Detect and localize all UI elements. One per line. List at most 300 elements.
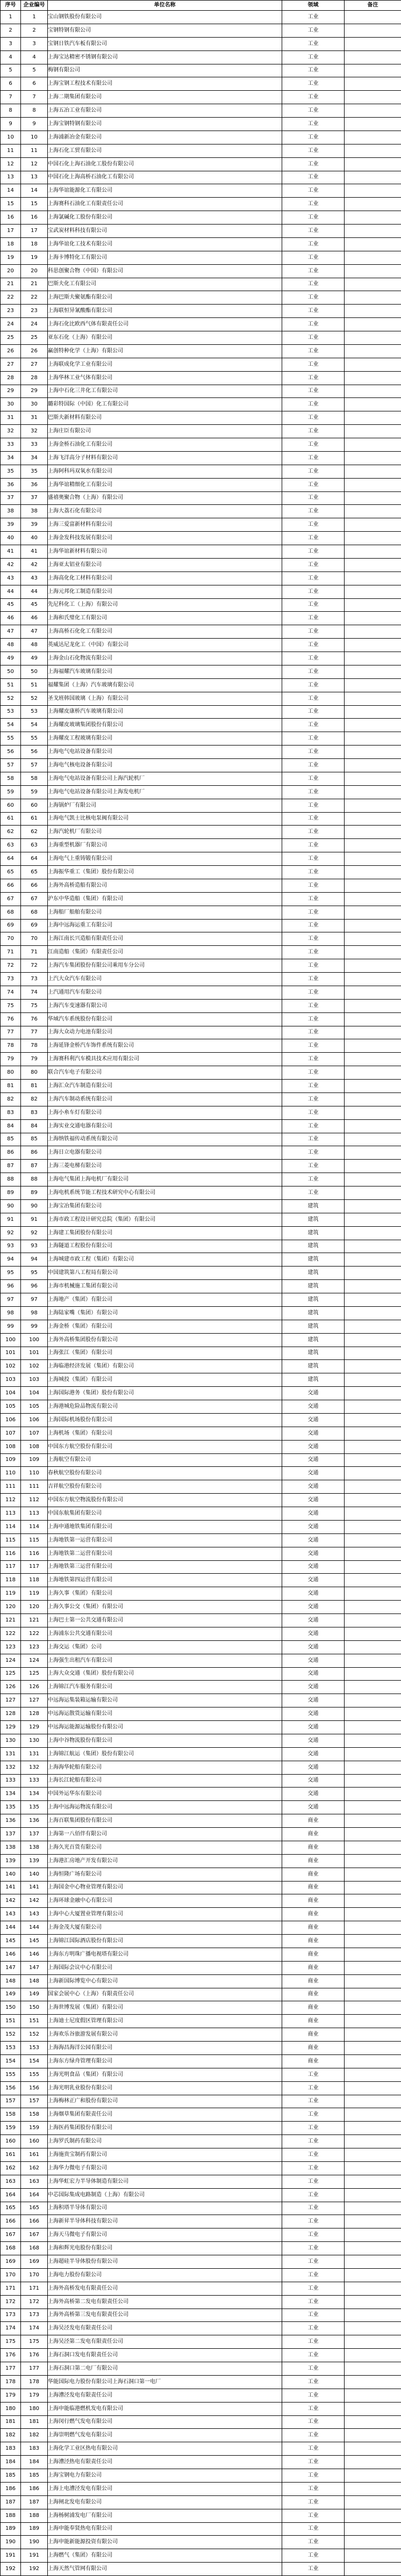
cell-name: 上海临港经济发展（集团）有限公司: [48, 1360, 282, 1373]
cell-index: 162: [1, 2161, 21, 2175]
cell-sector: 工业: [282, 598, 345, 612]
cell-name: 上海振华重工（集团）股份有限公司: [48, 866, 282, 879]
cell-name: 上海城建市政工程（集团）有限公司: [48, 1253, 282, 1267]
cell-index: 186: [1, 2482, 21, 2495]
cell-index: 71: [1, 946, 21, 959]
cell-note: [345, 1974, 401, 1988]
cell-index: 137: [1, 1828, 21, 1841]
cell-note: [345, 826, 401, 839]
cell-index: 108: [1, 1440, 21, 1453]
table-row: [1, 2188, 401, 2202]
cell-code: 16: [21, 211, 48, 225]
cell-name: 上海迪士尼度假区管理有限公司: [48, 2015, 282, 2028]
cell-note: [345, 1146, 401, 1160]
cell-sector: 商业: [282, 1921, 345, 1935]
cell-index: 32: [1, 425, 21, 438]
cell-note: [345, 932, 401, 946]
cell-sector: 工业: [282, 237, 345, 251]
cell-code: 128: [21, 1707, 48, 1721]
cell-note: [345, 1560, 401, 1574]
cell-code: 26: [21, 344, 48, 358]
cell-sector: 工业: [282, 451, 345, 465]
cell-name: 英威达尼龙化工（中国）有限公司: [48, 639, 282, 652]
cell-index: 120: [1, 1601, 21, 1614]
cell-code: 150: [21, 2001, 48, 2015]
cell-index: 22: [1, 291, 21, 305]
cell-code: 167: [21, 2228, 48, 2242]
cell-code: 21: [21, 278, 48, 291]
cell-note: [345, 505, 401, 518]
cell-name: 上海国金中心物业管理有限公司: [48, 1881, 282, 1894]
table-row: [1, 1306, 401, 1320]
cell-note: [345, 759, 401, 772]
cell-index: 184: [1, 2456, 21, 2469]
table-row: [1, 2282, 401, 2295]
cell-sector: 交通: [282, 1494, 345, 1507]
cell-code: 116: [21, 1547, 48, 1560]
cell-index: 41: [1, 545, 21, 559]
cell-code: 9: [21, 118, 48, 131]
cell-sector: 交通: [282, 1400, 345, 1414]
cell-index: 75: [1, 999, 21, 1012]
cell-index: 42: [1, 558, 21, 571]
cell-index: 1: [1, 11, 21, 24]
cell-name: 巴斯夫化工有限公司: [48, 278, 282, 291]
cell-name: 上海华谊化工技术有限公司: [48, 237, 282, 251]
cell-sector: 建筑: [282, 1213, 345, 1226]
cell-name: 上海重型机器厂有限公司: [48, 839, 282, 852]
table-row: [1, 1080, 401, 1093]
cell-code: 140: [21, 1868, 48, 1881]
cell-note: [345, 144, 401, 157]
cell-code: 160: [21, 2135, 48, 2148]
cell-name: 梅钢有限公司: [48, 64, 282, 77]
cell-sector: 工业: [282, 225, 345, 238]
table-row: [1, 425, 401, 438]
cell-index: 185: [1, 2469, 21, 2483]
cell-code: 35: [21, 465, 48, 478]
cell-code: 155: [21, 2068, 48, 2081]
cell-note: [345, 665, 401, 678]
cell-name: 科思创聚合物（中国）有限公司: [48, 264, 282, 278]
cell-name: 中远海运能源运输股份有限公司: [48, 1721, 282, 1734]
table-row: [1, 639, 401, 652]
cell-index: 56: [1, 746, 21, 759]
cell-index: 145: [1, 1935, 21, 1948]
cell-index: 109: [1, 1453, 21, 1467]
table-row: [1, 11, 401, 24]
cell-code: 97: [21, 1293, 48, 1307]
table-row: [1, 1721, 401, 1734]
cell-name: 上海国际港务（集团）股份有限公司: [48, 1387, 282, 1400]
cell-index: 176: [1, 2349, 21, 2362]
table-row: [1, 278, 401, 291]
cell-code: 18: [21, 237, 48, 251]
table-row: [1, 1480, 401, 1494]
cell-name: 上海江南长兴造船有限责任公司: [48, 932, 282, 946]
cell-name: 上海华林工业气体有限公司: [48, 371, 282, 385]
cell-name: 上海海华轮船有限公司: [48, 1761, 282, 1774]
cell-name: 上海外高桥第二发电有限责任公司: [48, 2295, 282, 2309]
cell-code: 70: [21, 932, 48, 946]
cell-code: 37: [21, 491, 48, 505]
cell-index: 153: [1, 2042, 21, 2055]
cell-code: 131: [21, 1747, 48, 1761]
cell-sector: 工业: [282, 839, 345, 852]
table-row: [1, 24, 401, 37]
cell-sector: 商业: [282, 1828, 345, 1841]
cell-name: 上海崇明燃气发电有限公司: [48, 2429, 282, 2442]
cell-code: 110: [21, 1467, 48, 1480]
cell-index: 126: [1, 1681, 21, 1694]
cell-name: 上海金桥石油化工有限公司: [48, 438, 282, 452]
cell-code: 82: [21, 1092, 48, 1106]
cell-index: 39: [1, 518, 21, 532]
cell-code: 86: [21, 1146, 48, 1160]
cell-code: 146: [21, 1948, 48, 1961]
cell-sector: 交通: [282, 1560, 345, 1574]
table-row: [1, 2469, 401, 2483]
table-row: [1, 2228, 401, 2242]
cell-note: [345, 1774, 401, 1788]
cell-note: [345, 772, 401, 785]
table-row: [1, 1774, 401, 1788]
cell-sector: 工业: [282, 438, 345, 452]
cell-index: 7: [1, 91, 21, 104]
cell-index: 13: [1, 171, 21, 184]
cell-note: [345, 24, 401, 37]
cell-name: 上海耀皮工程玻璃有限公司: [48, 732, 282, 746]
cell-sector: 建筑: [282, 1226, 345, 1240]
cell-note: [345, 1039, 401, 1053]
cell-sector: 工业: [282, 879, 345, 892]
cell-code: 10: [21, 131, 48, 144]
cell-note: [345, 1333, 401, 1347]
cell-name: 华能国际电力股份有限公司上海石洞口第一电厂: [48, 2375, 282, 2389]
cell-note: [345, 2482, 401, 2495]
cell-sector: 工业: [282, 251, 345, 264]
cell-index: 177: [1, 2362, 21, 2376]
table-row: [1, 2309, 401, 2322]
cell-name: 上海和辉光电股份有限公司: [48, 2242, 282, 2255]
cell-name: 上海浦新冶金有限公司: [48, 131, 282, 144]
cell-sector: 工业: [282, 2563, 345, 2576]
table-row: [1, 211, 401, 225]
cell-note: [345, 1080, 401, 1093]
cell-note: [345, 2042, 401, 2055]
cell-sector: 工业: [282, 1160, 345, 1173]
cell-code: 127: [21, 1694, 48, 1707]
cell-index: 4: [1, 50, 21, 64]
table-row: [1, 1293, 401, 1307]
table-row: [1, 625, 401, 639]
cell-name: 上海锦江国际酒店股份有限公司: [48, 1935, 282, 1948]
cell-name: 福耀集团（上海）汽车玻璃有限公司: [48, 678, 282, 692]
cell-note: [345, 2161, 401, 2175]
cell-sector: 工业: [282, 2255, 345, 2269]
cell-index: 146: [1, 1948, 21, 1961]
cell-index: 144: [1, 1921, 21, 1935]
table-row: [1, 1066, 401, 1080]
cell-index: 90: [1, 1199, 21, 1213]
table-row: [1, 251, 401, 264]
table-row: [1, 598, 401, 612]
table-row: [1, 746, 401, 759]
table-row: [1, 1347, 401, 1360]
cell-name: 上海地铁第二运营有限公司: [48, 1547, 282, 1560]
cell-note: [345, 77, 401, 91]
table-row: [1, 2335, 401, 2349]
cell-code: 88: [21, 1173, 48, 1186]
cell-index: 111: [1, 1480, 21, 1494]
cell-name: 上海第一八佰伴有限公司: [48, 1828, 282, 1841]
cell-index: 121: [1, 1614, 21, 1627]
cell-sector: 工业: [282, 2322, 345, 2335]
cell-index: 11: [1, 144, 21, 157]
table-row: [1, 171, 401, 184]
cell-note: [345, 2322, 401, 2335]
cell-index: 51: [1, 678, 21, 692]
cell-index: 131: [1, 1747, 21, 1761]
cell-index: 65: [1, 866, 21, 879]
cell-name: 上海浦东公共交通有限公司: [48, 1627, 282, 1640]
cell-name: 上海石化比欧西气体有限责任公司: [48, 318, 282, 331]
cell-note: [345, 225, 401, 238]
table-row: [1, 585, 401, 598]
cell-name: 中远海运散货运输有限公司: [48, 1707, 282, 1721]
cell-note: [345, 1654, 401, 1667]
cell-code: 7: [21, 91, 48, 104]
table-row: [1, 1654, 401, 1667]
table-row: [1, 1533, 401, 1547]
cell-note: [345, 1921, 401, 1935]
table-row: [1, 866, 401, 879]
cell-index: 175: [1, 2335, 21, 2349]
cell-note: [345, 1814, 401, 1828]
cell-index: 54: [1, 719, 21, 732]
cell-code: 158: [21, 2108, 48, 2122]
cell-note: [345, 1440, 401, 1453]
cell-sector: 工业: [282, 1186, 345, 1200]
cell-code: 23: [21, 305, 48, 318]
cell-name: 上海外高桥发电有限责任公司: [48, 2282, 282, 2295]
cell-sector: 工业: [282, 986, 345, 999]
table-row: [1, 1213, 401, 1226]
table-row: [1, 1119, 401, 1133]
table-row: [1, 852, 401, 866]
table-row: [1, 1092, 401, 1106]
table-row: [1, 1854, 401, 1868]
cell-sector: 交通: [282, 1667, 345, 1681]
cell-index: 106: [1, 1413, 21, 1427]
table-row: [1, 305, 401, 318]
cell-index: 115: [1, 1533, 21, 1547]
cell-note: [345, 2282, 401, 2295]
table-row: [1, 973, 401, 986]
cell-index: 18: [1, 237, 21, 251]
cell-code: 144: [21, 1921, 48, 1935]
cell-note: [345, 278, 401, 291]
cell-code: 38: [21, 505, 48, 518]
cell-index: 142: [1, 1894, 21, 1908]
cell-sector: 工业: [282, 465, 345, 478]
table-row: [1, 2389, 401, 2402]
cell-code: 102: [21, 1360, 48, 1373]
table-row: [1, 612, 401, 625]
table-row: [1, 906, 401, 919]
cell-note: [345, 251, 401, 264]
cell-sector: 商业: [282, 1988, 345, 2001]
cell-note: [345, 1694, 401, 1707]
cell-index: 28: [1, 371, 21, 385]
cell-sector: 工业: [282, 2242, 345, 2255]
table-row: [1, 2495, 401, 2509]
cell-sector: 交通: [282, 1681, 345, 1694]
cell-sector: 建筑: [282, 1199, 345, 1213]
cell-sector: 工业: [282, 692, 345, 705]
table-row: [1, 2108, 401, 2122]
cell-index: 63: [1, 839, 21, 852]
cell-code: 46: [21, 612, 48, 625]
cell-index: 76: [1, 1012, 21, 1026]
table-row: [1, 665, 401, 678]
cell-index: 92: [1, 1226, 21, 1240]
cell-name: 上海华谊新材料有限公司: [48, 545, 282, 559]
cell-note: [345, 892, 401, 906]
cell-code: 95: [21, 1267, 48, 1280]
cell-sector: 交通: [282, 1640, 345, 1654]
cell-code: 105: [21, 1400, 48, 1414]
cell-code: 118: [21, 1574, 48, 1587]
cell-name: 国家会展中心（上海）有限责任公司: [48, 1988, 282, 2001]
cell-code: 44: [21, 585, 48, 598]
cell-sector: 交通: [282, 1413, 345, 1427]
cell-index: 103: [1, 1373, 21, 1387]
cell-code: 56: [21, 746, 48, 759]
cell-index: 112: [1, 1494, 21, 1507]
cell-code: 134: [21, 1788, 48, 1801]
cell-sector: 工业: [282, 2549, 345, 2563]
cell-sector: 工业: [282, 2108, 345, 2122]
cell-name: 上海实业交通电器有限公司: [48, 1119, 282, 1133]
cell-sector: 商业: [282, 1935, 345, 1948]
table-row: [1, 1935, 401, 1948]
cell-note: [345, 305, 401, 318]
cell-index: 34: [1, 451, 21, 465]
cell-note: [345, 1667, 401, 1681]
cell-sector: 交通: [282, 1427, 345, 1440]
cell-name: 上海飞洋高分子材料有限公司: [48, 451, 282, 465]
table-row: [1, 1373, 401, 1387]
table-row: [1, 37, 401, 50]
cell-code: 152: [21, 2028, 48, 2042]
cell-code: 12: [21, 157, 48, 171]
table-row: [1, 1173, 401, 1186]
cell-name: 上海大荔石化有限公司: [48, 505, 282, 518]
cell-note: [345, 2122, 401, 2135]
cell-name: 上海光明乳业股份有限公司: [48, 2081, 282, 2095]
cell-index: 30: [1, 398, 21, 411]
cell-sector: 工业: [282, 571, 345, 585]
cell-note: [345, 2389, 401, 2402]
table-row: [1, 2095, 401, 2108]
table-row: [1, 1694, 401, 1707]
cell-note: [345, 371, 401, 385]
cell-sector: 工业: [282, 785, 345, 799]
cell-sector: 工业: [282, 171, 345, 184]
cell-index: 72: [1, 959, 21, 973]
cell-index: 167: [1, 2228, 21, 2242]
cell-code: 166: [21, 2215, 48, 2228]
cell-note: [345, 1413, 401, 1427]
cell-note: [345, 2054, 401, 2068]
cell-note: [345, 1520, 401, 1533]
cell-sector: 工业: [282, 91, 345, 104]
cell-index: 151: [1, 2015, 21, 2028]
cell-index: 164: [1, 2188, 21, 2202]
table-row: [1, 2255, 401, 2269]
cell-sector: 建筑: [282, 1240, 345, 1253]
cell-code: 145: [21, 1935, 48, 1948]
cell-code: 137: [21, 1828, 48, 1841]
cell-note: [345, 385, 401, 398]
cell-sector: 工业: [282, 1039, 345, 1053]
cell-index: 95: [1, 1267, 21, 1280]
cell-index: 37: [1, 491, 21, 505]
cell-code: 31: [21, 411, 48, 425]
cell-index: 89: [1, 1186, 21, 1200]
cell-code: 191: [21, 2549, 48, 2563]
table-row: [1, 1881, 401, 1894]
cell-note: [345, 1253, 401, 1267]
cell-sector: 建筑: [282, 1320, 345, 1333]
cell-index: 80: [1, 1066, 21, 1080]
cell-name: 上海强生出租汽车有限公司: [48, 1654, 282, 1667]
cell-code: 42: [21, 558, 48, 571]
table-row: [1, 1400, 401, 1414]
cell-code: 54: [21, 719, 48, 732]
cell-code: 47: [21, 625, 48, 639]
cell-code: 84: [21, 1119, 48, 1133]
cell-index: 29: [1, 385, 21, 398]
table-row: [1, 2242, 401, 2255]
cell-index: 45: [1, 598, 21, 612]
cell-index: 49: [1, 652, 21, 665]
table-row: [1, 932, 401, 946]
cell-sector: 工业: [282, 826, 345, 839]
cell-name: 上海市政工程设计研究总院（集团）有限公司: [48, 1213, 282, 1226]
cell-note: [345, 785, 401, 799]
cell-sector: 建筑: [282, 1373, 345, 1387]
cell-note: [345, 812, 401, 826]
cell-index: 10: [1, 131, 21, 144]
table-row: [1, 1413, 401, 1427]
cell-index: 52: [1, 692, 21, 705]
cell-code: 161: [21, 2148, 48, 2162]
cell-sector: 工业: [282, 1080, 345, 1093]
cell-index: 14: [1, 184, 21, 198]
cell-note: [345, 1467, 401, 1480]
cell-sector: 工业: [282, 1012, 345, 1026]
cell-note: [345, 491, 401, 505]
cell-name: 上海小糸车灯有限公司: [48, 1106, 282, 1119]
cell-code: 19: [21, 251, 48, 264]
cell-index: 78: [1, 1039, 21, 1053]
cell-name: 上海外高桥集团股份有限公司: [48, 1333, 282, 1347]
cell-note: [345, 652, 401, 665]
cell-name: 上海锅炉厂有限公司: [48, 799, 282, 812]
cell-name: 华域汽车系统股份有限公司: [48, 1012, 282, 1026]
